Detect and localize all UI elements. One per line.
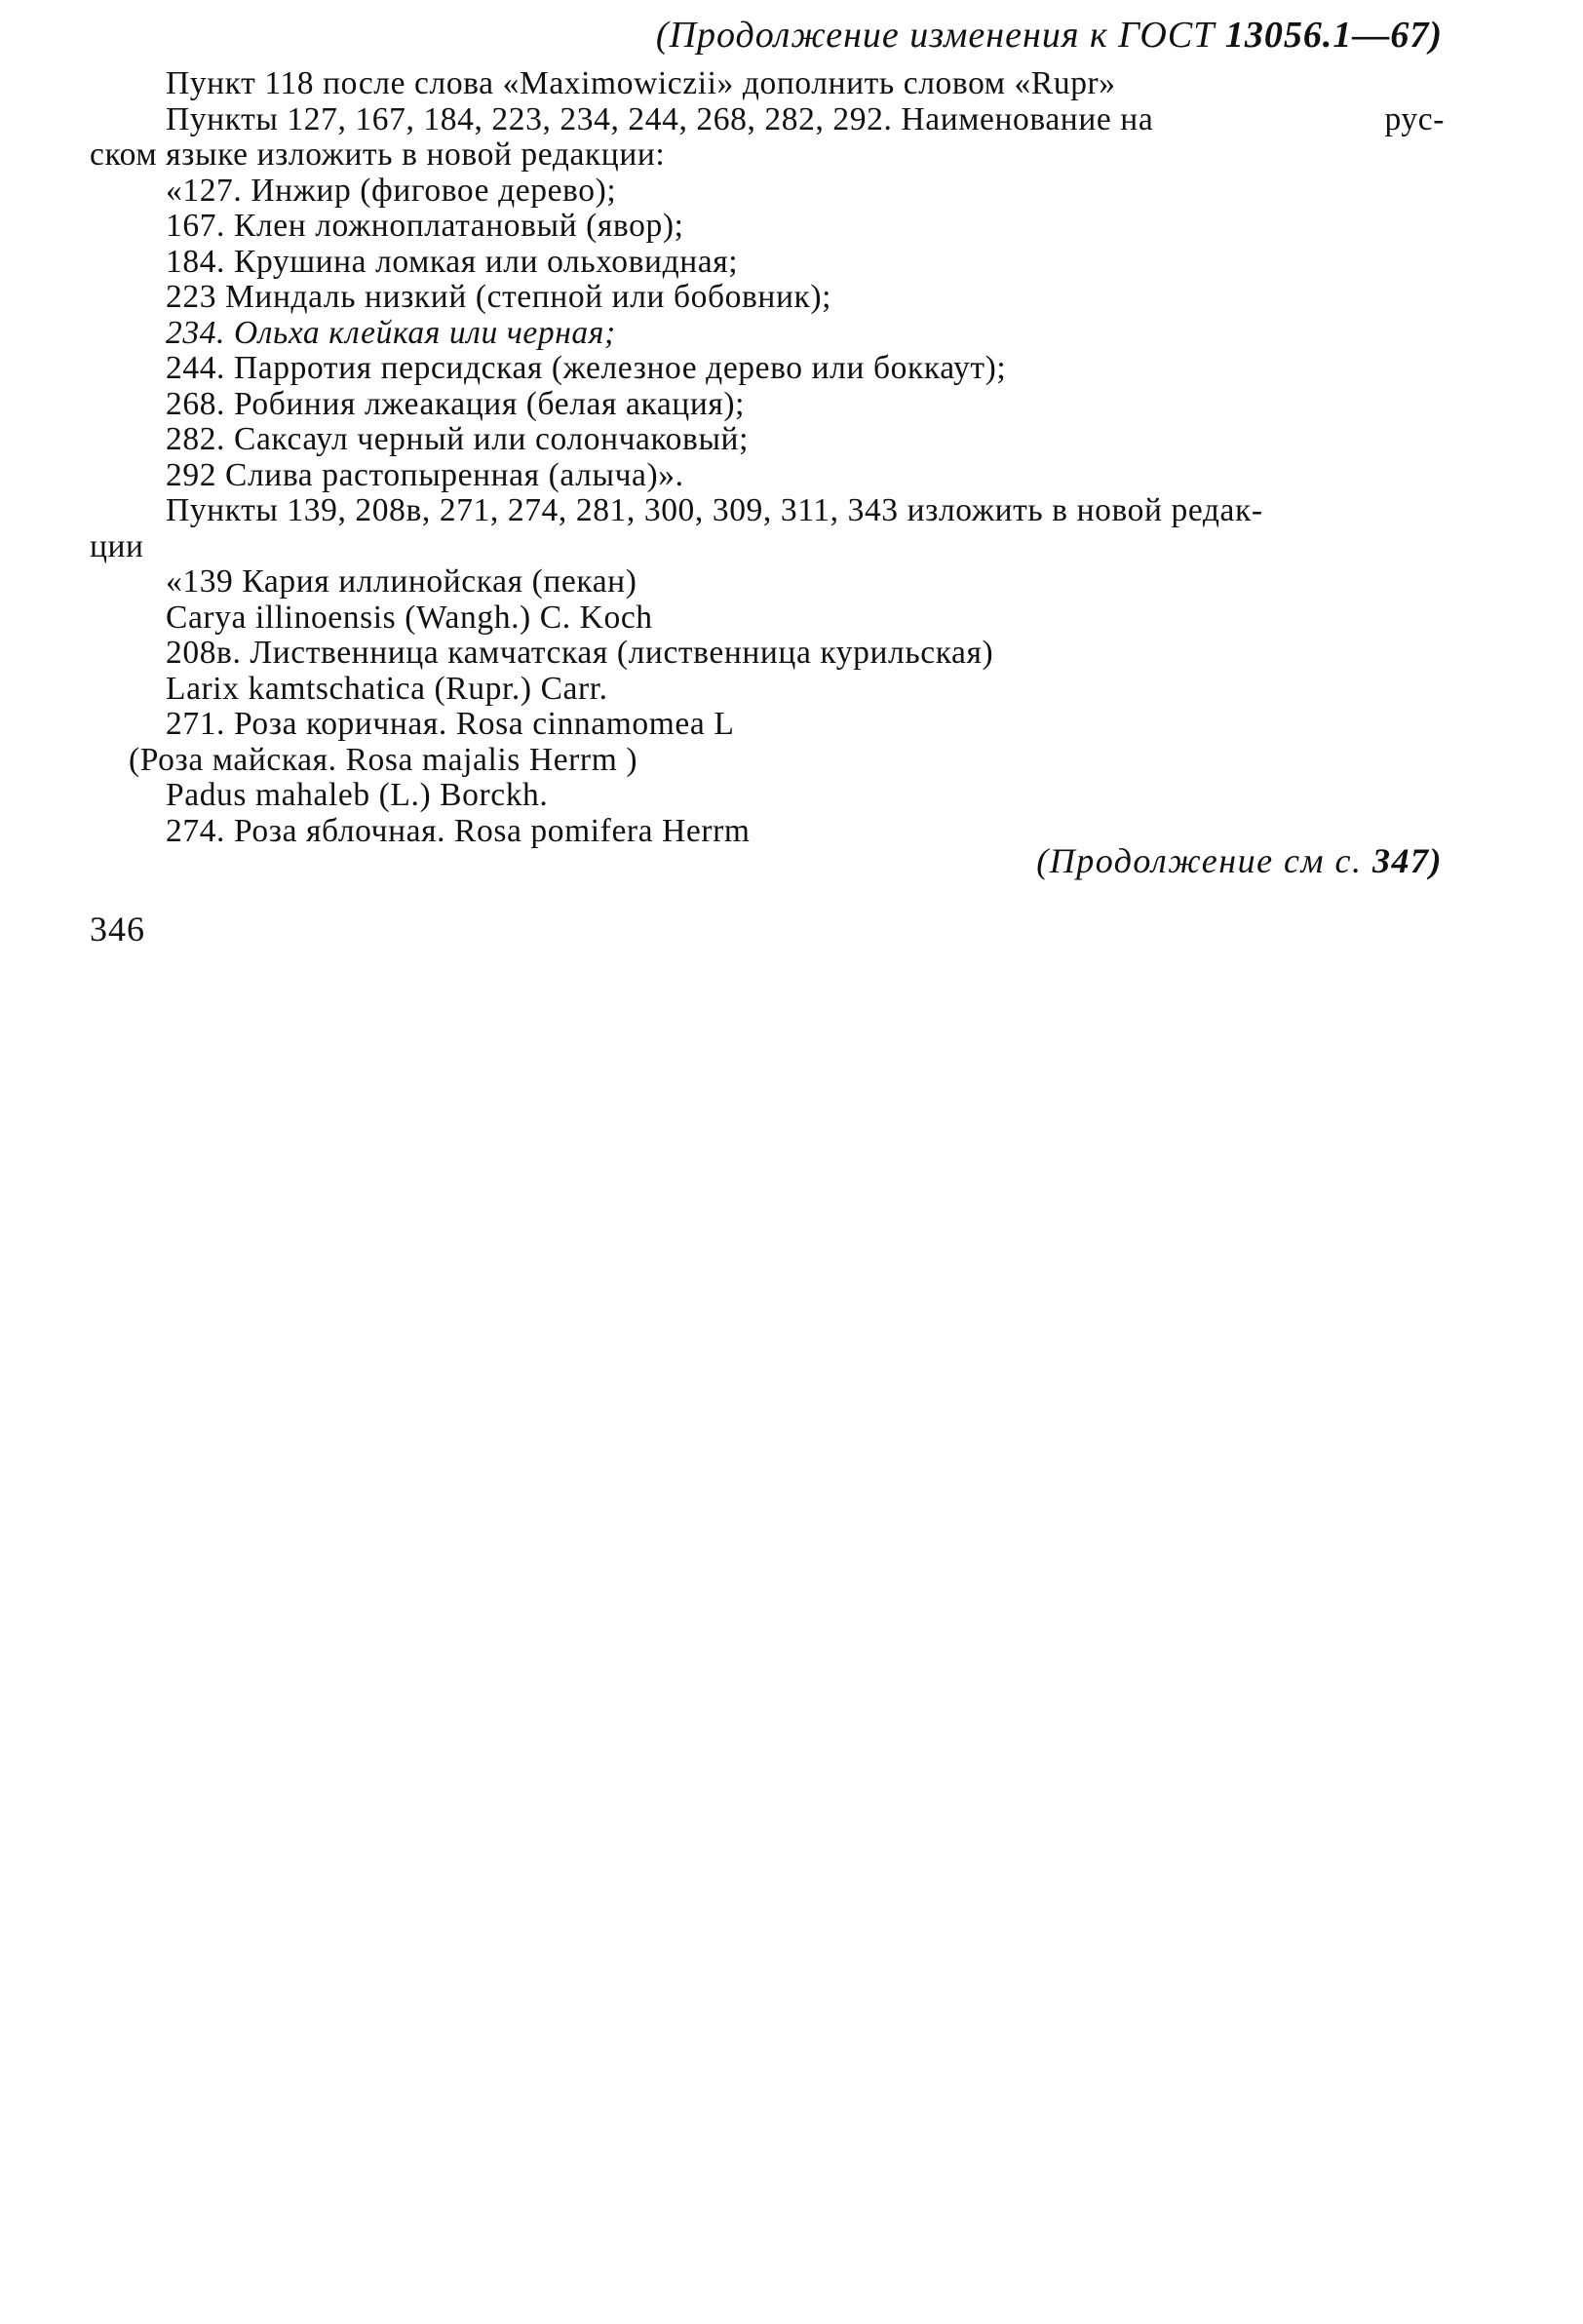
continuation-prefix: (Продолжение см с. — [1036, 841, 1372, 880]
paragraph-p127-hyphen: рус- — [1384, 100, 1445, 137]
list-item-268: 268. Робиния лжеакация (белая акация); — [166, 385, 746, 422]
page-number: 346 — [90, 910, 145, 949]
paragraph-p127-text: Пункты 127, 167, 184, 223, 234, 244, 268, 282, 292. Наименование на — [166, 100, 1154, 137]
list-item-167: 167. Клен ложноплатановый (явор); — [166, 208, 684, 244]
list-item-127: «127. Инжир (фиговое дерево); — [166, 172, 617, 209]
list-item-padus: Padus mahaleb (L.) Borckh. — [166, 777, 549, 813]
page-header — [656, 14, 1443, 57]
list-item-rosa-majalis: (Роза майская. Rosa majalis Herrm ) — [129, 741, 638, 778]
list-item-271: 271. Роза коричная. Rosa cinnamomea L — [166, 706, 735, 742]
header-gost-number: 13056.1—67) — [1224, 15, 1443, 56]
list-item-223: 223 Миндаль низкий (степной или бобовник); — [166, 279, 832, 315]
paragraph-p139-line1: Пункты 139, 208в, 271, 274, 281, 300, 309, 311, 343 изложить в новой редак- — [166, 492, 1263, 528]
document-body — [90, 66, 1445, 849]
continuation-note — [1036, 840, 1443, 881]
paragraph-p118: Пункт 118 после слова «Maximowiczii» дополнить словом «Rupr» — [166, 65, 1116, 101]
list-item-184: 184. Крушина ломкая или ольховидная; — [166, 243, 739, 280]
list-item-139: «139 Кария иллинойская (пекан) — [166, 563, 637, 600]
paragraph-p127-line2: ском языке изложить в новой редакции: — [90, 136, 666, 173]
list-item-292: 292 Слива растопыренная (алыча)». — [166, 456, 684, 493]
list-item-282: 282. Саксаул черный или солончаковый; — [166, 421, 749, 457]
header-prefix: (Продолжение изменения к ГОСТ — [655, 15, 1225, 56]
continuation-page: 347) — [1372, 841, 1443, 880]
list-item-274: 274. Роза яблочная. Rosa pomifera Herrm — [166, 812, 751, 849]
list-item-carya: Carya illinoensis (Wangh.) C. Koch — [166, 599, 653, 636]
paragraph-p127-line1 — [90, 102, 1445, 138]
list-item-244: 244. Парротия персидская (железное дерево или боккаут); — [166, 350, 1007, 386]
list-item-234: 234. Ольха клейкая или черная; — [166, 314, 616, 351]
list-item-larix: Larix kamtschatica (Rupr.) Carr. — [166, 670, 608, 707]
list-item-208v: 208в. Лиственница камчатская (лиственница курильская) — [166, 635, 994, 671]
paragraph-p139-line2: ции — [90, 527, 144, 564]
